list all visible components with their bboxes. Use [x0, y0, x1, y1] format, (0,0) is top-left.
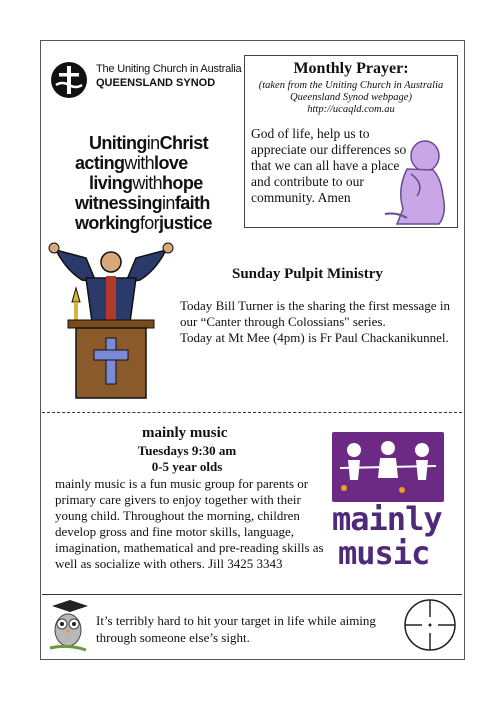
motto-line: witnessinginfaith [75, 193, 210, 213]
preacher-at-pulpit-icon [46, 240, 176, 400]
mainly-music-age: 0-5 year olds [151, 459, 223, 474]
dancing-children-icon [332, 432, 444, 502]
closing-quote: It’s terribly hard to hit your target in life while aiming through someone else’s sight. [96, 613, 376, 645]
prayer-url: http://ucaqld.com.au [307, 104, 395, 115]
prayer-title: Monthly Prayer: [293, 60, 409, 77]
solid-divider [42, 594, 462, 595]
motto-line: UnitinginChrist [89, 133, 208, 153]
mainly-music-logo [328, 432, 453, 572]
prayer-source: (taken from the Uniting Church in Australia Queensland Synod webpage) [258, 80, 444, 103]
prayer-text: God of life, help us to appreciate our differences so that we can all have a place and contribute to our community. Amen [251, 126, 407, 205]
mainly-music-time: Tuesdays 9:30 am [137, 443, 237, 458]
motto-line: workingforjustice [75, 213, 212, 233]
praying-figure-icon [377, 134, 457, 229]
logo-text-line2: QUEENSLAND SYNOD [96, 77, 216, 89]
logo-text-line1: The Uniting Church in Australia [96, 63, 242, 75]
mainly-music-logo-word2: music [338, 534, 430, 572]
pulpit-paragraph-2: Today at Mt Mee (4pm) is Fr Paul Chackanikunnel. [180, 330, 449, 345]
mainly-music-title: mainly music [142, 425, 228, 441]
church-motto [75, 133, 235, 233]
motto-line: livingwithhope [89, 173, 203, 193]
motto-line: actingwithlove [75, 153, 188, 173]
pulpit-ministry-text [180, 298, 450, 346]
graduate-owl-icon [46, 600, 90, 656]
dashed-divider [42, 412, 462, 413]
mainly-music-logo-word1: mainly [332, 500, 442, 538]
uniting-church-logo [50, 61, 240, 101]
pulpit-paragraph-1: Today Bill Turner is the sharing the first message in our “Canter through Colossians" series. [180, 298, 450, 329]
crosshair-target-icon [402, 597, 458, 653]
uniting-church-emblem-icon [50, 61, 88, 99]
pulpit-ministry-title: Sunday Pulpit Ministry [232, 266, 383, 282]
mainly-music-logo-banner [332, 432, 444, 502]
monthly-prayer-box [244, 55, 458, 228]
mainly-music-description: mainly music is a fun music group for parents or primary care givers to enjoy together with their young child. Throughout the morning, children develop gross and fine motor skills, language, imagination, mathematical and pre-reading skills as well as socialize with others. Jill 3425 3343 [55, 476, 324, 571]
